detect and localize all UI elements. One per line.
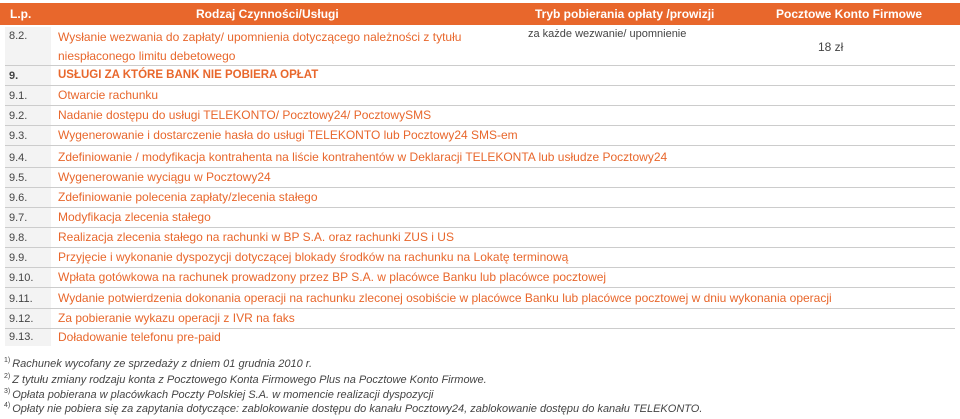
tryb-value: za każde wezwanie/ upomnienie [528, 28, 687, 40]
table-row [0, 66, 960, 85]
table-header [0, 3, 960, 25]
row-description: Otwarcie rachunku [58, 88, 159, 102]
row-number: 9.7. [5, 208, 51, 227]
header-lp: L.p. [10, 7, 32, 21]
row-number: 9. [5, 66, 51, 85]
row-number: 9.10. [5, 268, 51, 287]
table-row [0, 106, 960, 125]
footnote: $^{2)}$ Z tytułu zmiany rodzaju konta z Pocztowego Konta Firmowego Plus na Pocztowe Konto Firmowe. [4, 373, 487, 386]
row-number: 8.2. [5, 27, 51, 65]
row-number: 9.8. [5, 228, 51, 247]
row-description [58, 29, 798, 64]
row-number: 9.12. [5, 309, 51, 328]
row-number: 9.13. [5, 329, 51, 346]
table-row [0, 288, 960, 308]
row-number: 9.3. [5, 126, 51, 145]
row-number: 9.4. [5, 146, 51, 167]
table-row [0, 146, 960, 167]
row-description: Modyfikacja zlecenia stałego [58, 210, 211, 224]
table-row [0, 86, 960, 105]
table-row [0, 208, 960, 227]
table-row [0, 248, 960, 267]
footnote: $^{1)}$ Rachunek wycofany ze sprzedaży z dniem 01 grudnia 2010 r. [4, 357, 313, 370]
row-description: Zdefiniowanie polecenia zapłaty/zlecenia stałego [58, 190, 318, 204]
row-description: Wygenerowanie i dostarczenie hasła do usługi TELEKONTO lub Pocztowy24 SMS-em [58, 128, 518, 142]
row-number: 9.9. [5, 248, 51, 267]
footnote: $^{3)}$ Opłata pobierana w placówkach Poczty Polskiej S.A. w momencie realizacji dyspozycji [4, 388, 434, 401]
row-description-line: Wysłanie wezwania do zapłaty/ upomnienia dotyczącego należności z tytułu [58, 30, 462, 44]
table-row [0, 309, 960, 328]
row-number: 9.1. [5, 86, 51, 105]
table-row [0, 188, 960, 207]
row-description: Doładowanie telefonu pre-paid [58, 330, 221, 344]
price-value: 18 zł [818, 40, 844, 54]
table-row [0, 268, 960, 287]
row-description: Za pobieranie wykazu operacji z IVR na faks [58, 311, 295, 325]
footnote: $^{4)}$ Opłaty nie pobiera się za zapytania dotyczące: zablokowanie dostępu do kanału Pocztowy24, zablokowanie dostępu do kanału TELEKONTO. [4, 402, 703, 415]
row-description: Zdefiniowanie / modyfikacja kontrahenta na liście kontrahentów w Deklaracji TELEKONTA lub usłudze Pocztowy24 [58, 150, 668, 164]
table-row [0, 329, 960, 346]
header-tryb: Tryb pobierania opłaty /prowizji [535, 7, 715, 21]
row-description: Wydanie potwierdzenia dokonania operacji na rachunku zleconej osobiście w placówce Banku lub placówce pocztowej w dniu wykonania operacji [58, 291, 832, 305]
row-number: 9.11. [5, 288, 51, 308]
row-number: 9.2. [5, 106, 51, 125]
header-konto: Pocztowe Konto Firmowe [776, 7, 923, 21]
row-number: 9.6. [5, 188, 51, 207]
row-description: Realizacja zlecenia stałego na rachunki w BP S.A. oraz rachunki ZUS i US [58, 230, 454, 244]
table-row [0, 27, 960, 65]
row-description: Wpłata gotówkowa na rachunek prowadzony przez BP S.A. w placówce Banku lub placówce pocztowej [58, 270, 607, 284]
header-czynnosc: Rodzaj Czynności/Usługi [196, 7, 339, 21]
row-description: USŁUGI ZA KTÓRE BANK NIE POBIERA OPŁAT [58, 69, 319, 81]
row-description: Wygenerowanie wyciągu w Pocztowy24 [58, 170, 271, 184]
table-row [0, 126, 960, 145]
table-row [0, 228, 960, 247]
row-description: Nadanie dostępu do usługi TELEKONTO/ Pocztowy24/ PocztowySMS [58, 108, 432, 122]
row-description: Przyjęcie i wykonanie dyspozycji dotyczącej blokady środków na rachunku na Lokatę terminową [58, 250, 569, 264]
row-number: 9.5. [5, 168, 51, 187]
table-row [0, 168, 960, 187]
row-description-line: niespłaconego limitu debetowego [58, 49, 236, 63]
